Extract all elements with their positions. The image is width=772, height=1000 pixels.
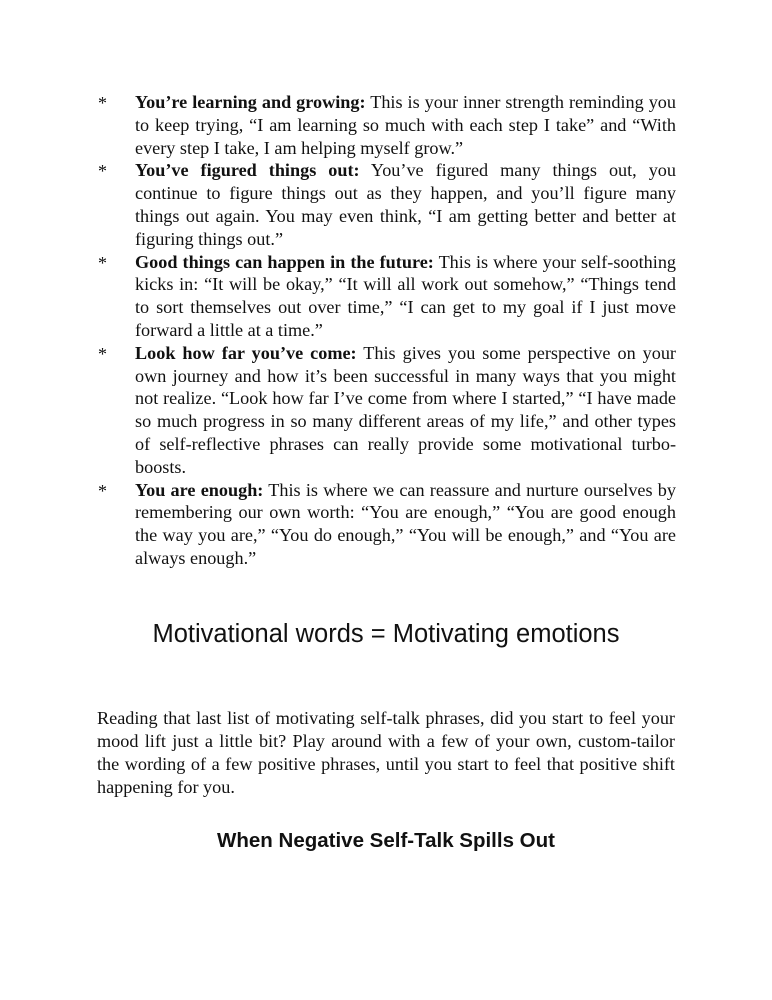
list-item [96,342,676,479]
list-item-text: This gives you some perspective on your own journey and how it’s been successful in many ways that you might not realize. “Look how far I’ve come from where I started,” “I have made so much progress in so many different areas of my life,” and other types of self-reflective phrases can really provide some motivational turbo-boosts. [135,342,676,477]
list-item-lead: Look how far you’ve come: [135,342,357,363]
asterisk-bullet-icon: * [98,343,107,364]
list-item-lead: You are enough: [135,479,264,500]
asterisk-bullet-icon: * [98,161,107,182]
list-item-text: This is where we can reassure and nurture ourselves by remembering our own worth: “You are enough,” “You are good enough the way you are,” “You do enough,” “You will be enough,” and “You are always enough.” [135,479,676,568]
list-item [96,251,676,342]
list-item [96,479,676,570]
asterisk-bullet-icon: * [98,252,107,273]
asterisk-bullet-icon: * [98,480,107,501]
list-item-text: This is where your self-soothing kicks in: “It will be okay,” “It will all work out somehow,” “Things tend to sort themselves out over time,” “I can get to my goal if I just move forward a little at a time.” [135,251,677,340]
asterisk-bullet-icon: * [98,93,107,113]
affirmation-list [96,91,676,570]
sub-heading: When Negative Self-Talk Spills Out [217,829,555,852]
list-item-text: You’ve figured many things out, you continue to figure things out as they happen, and you’ll figure many things out again. You may even think, “I am getting better and better at figuring things out.” [135,160,676,249]
list-item-lead: You’ve figured things out: [135,160,360,181]
section-heading: Motivational words = Motivating emotions [152,620,620,648]
list-item-lead: Good things can happen in the future: [135,251,434,272]
body-paragraph: Reading that last list of motivating self-talk phrases, did you start to feel your mood lift just a little bit? Play around with a few of your own, custom-tailor the wording of a few positive phrases, until you start to feel that positive shift happening for you. [97,708,675,797]
list-item-lead: You’re learning and growing: [135,92,366,112]
list-item [96,91,676,159]
list-item-text: This is your inner strength reminding you to keep trying, “I am learning so much with each step I take” and “With every step I take, I am helping myself grow.” [135,92,676,158]
list-item [96,159,676,250]
